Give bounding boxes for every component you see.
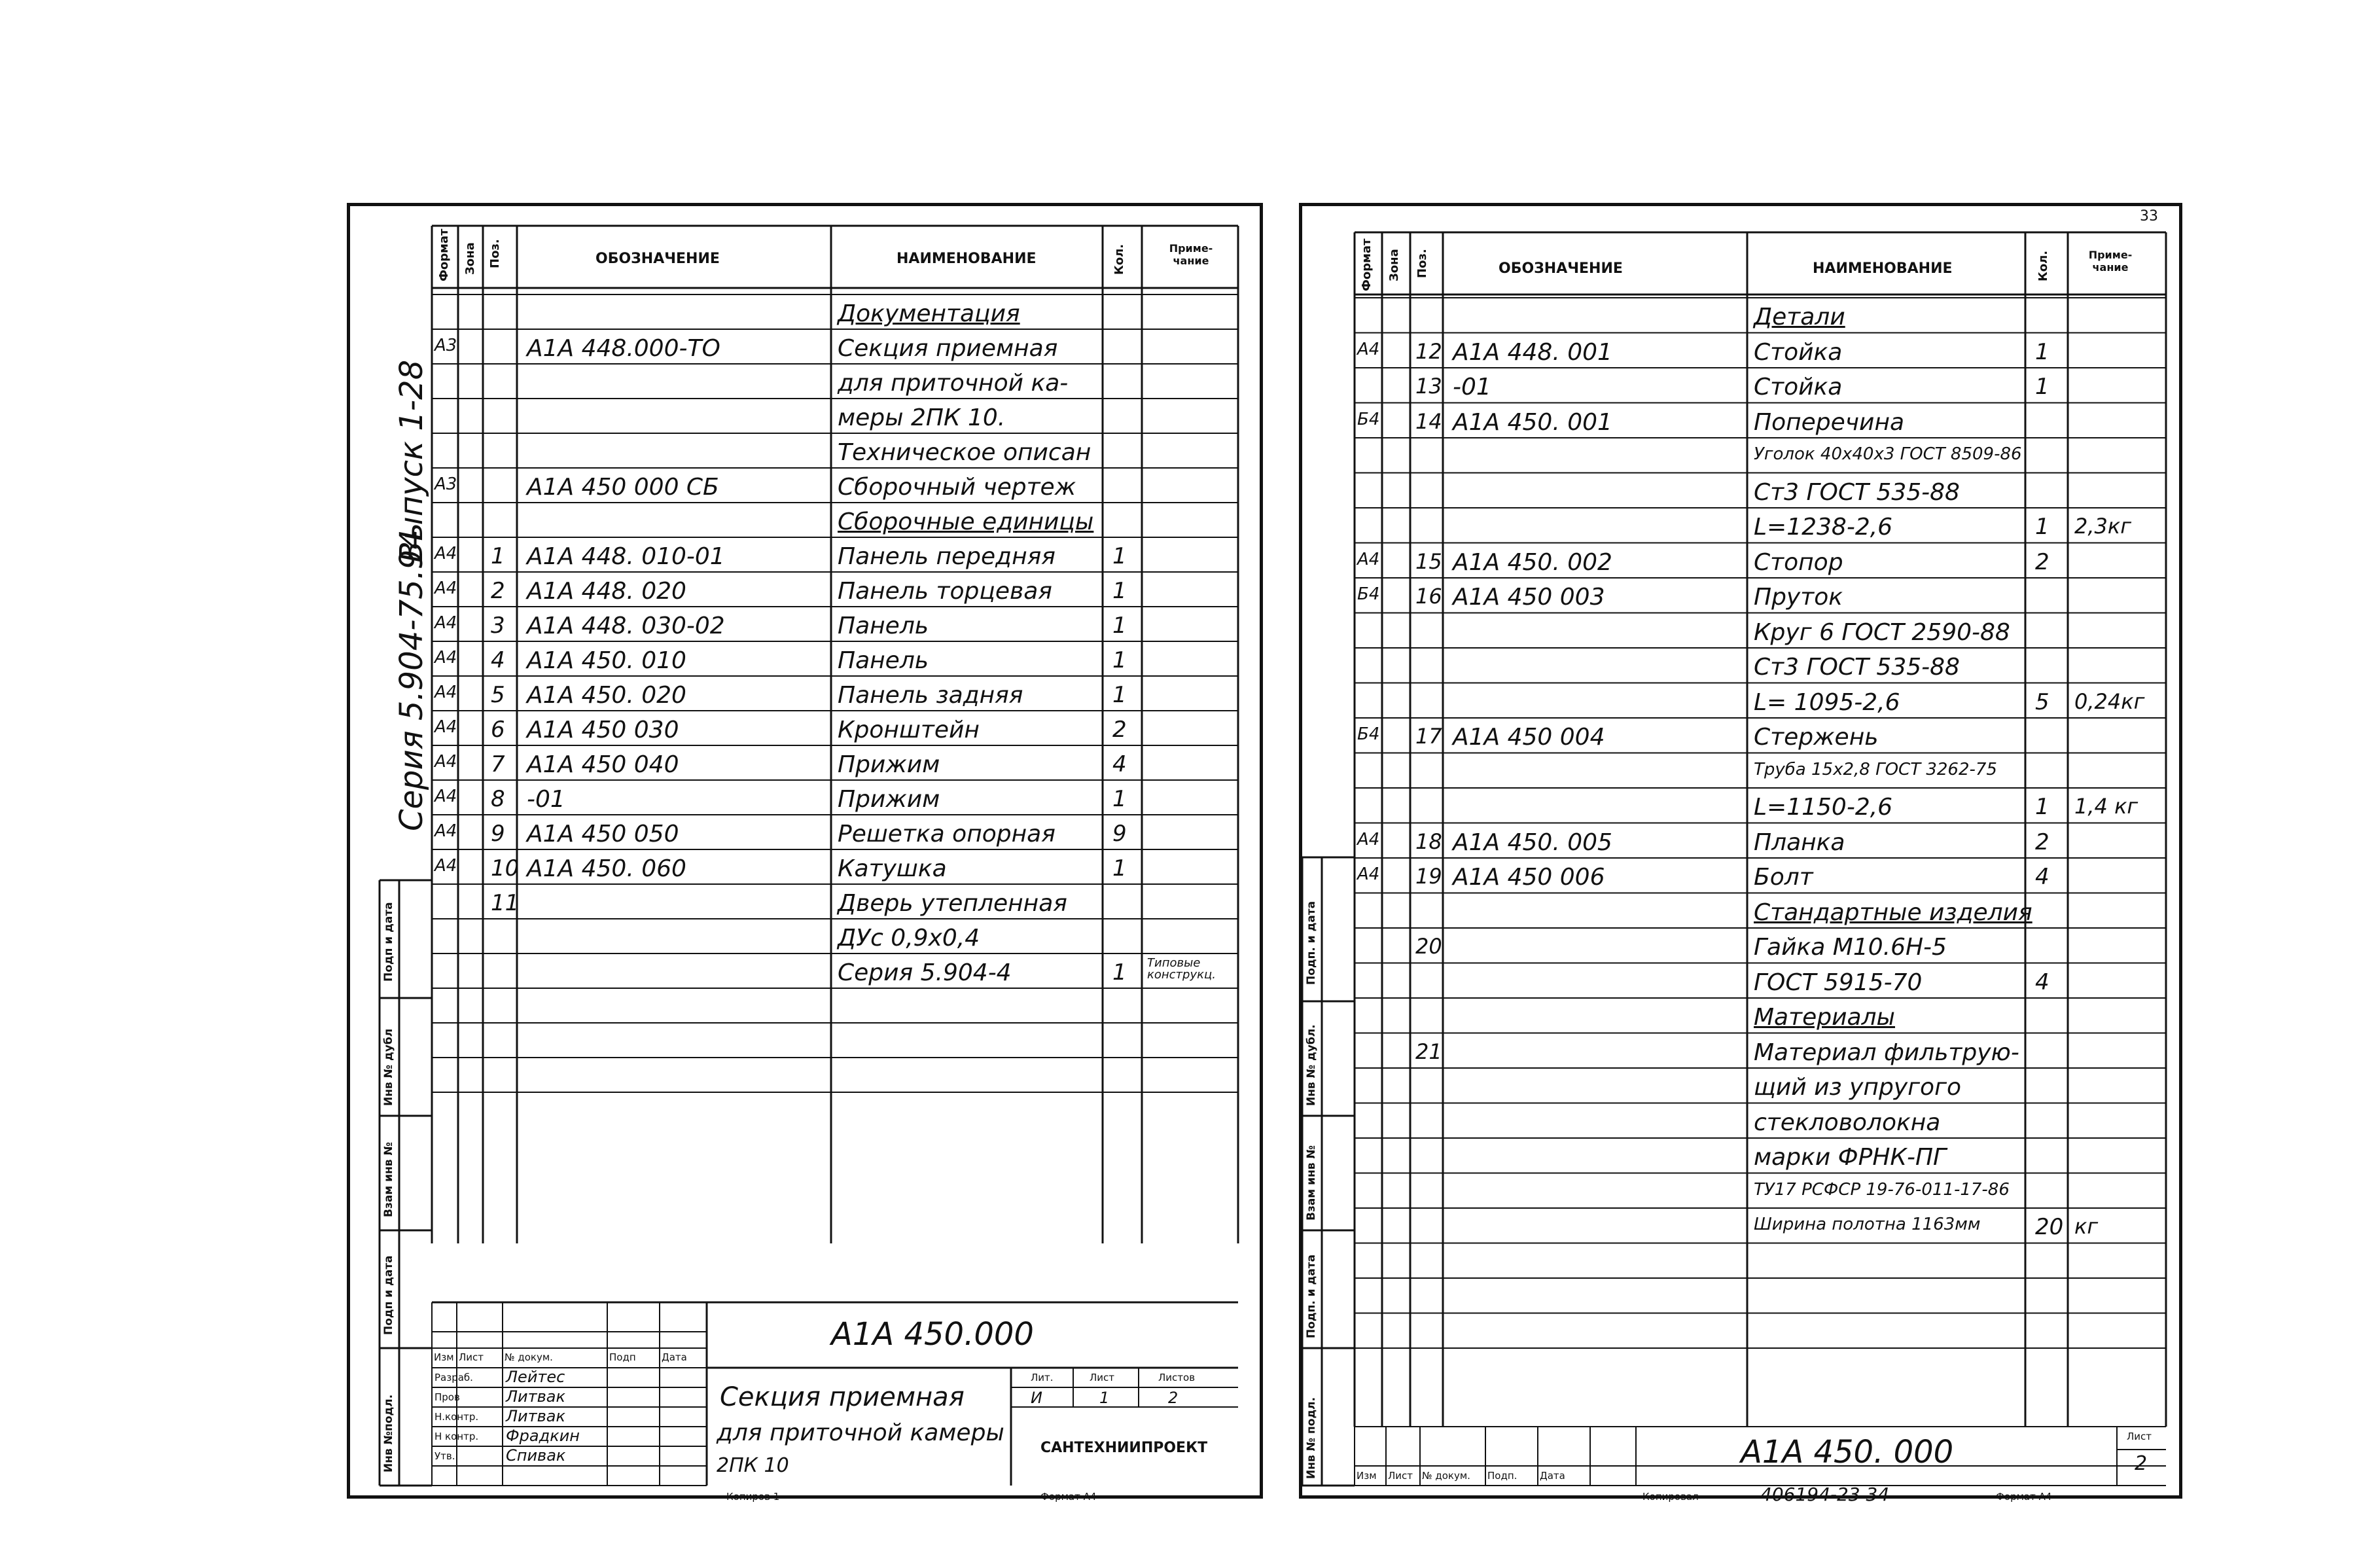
col-name-header: НАИМЕНОВАНИЕ (1813, 260, 1953, 277)
col-designation-header: ОБОЗНАЧЕНИЕ (595, 251, 720, 267)
spec-row-designation: А1А 450. 020 (527, 682, 686, 709)
tb-sheet-label: Лист (2127, 1431, 2152, 1442)
spec-row-designation: А1А 450 040 (527, 751, 679, 778)
spec-row-qty: 1 (1112, 855, 1127, 882)
spec-row-format: A4 (1357, 864, 1380, 884)
spec-row-name: Секция приемная (838, 335, 1058, 362)
spec-row-name: Документация (838, 300, 1020, 327)
tb-col-header: Лист (1388, 1470, 1413, 1482)
spec-row-pos: 6 (491, 717, 505, 743)
tb-col-header: Подп (609, 1351, 636, 1363)
spec-row-designation: А1А 450. 010 (527, 647, 686, 674)
spec-row-name: Стержень (1754, 724, 1879, 751)
spec-row-pos: 21 (1415, 1039, 1442, 1064)
spec-row-qty: 4 (2035, 864, 2050, 890)
doc-designation: А1А 450. 000 (1741, 1434, 1954, 1470)
issue-stamp: Выпуск 1-28 (393, 359, 430, 563)
spec-row-pos: 18 (1415, 829, 1442, 854)
col-qty-header: Кол. (1112, 243, 1126, 275)
spec-row-designation: -01 (1453, 374, 1491, 401)
spec-row-name: марки ФРНК-ПГ (1754, 1144, 1947, 1171)
copied-label: Копировал (1642, 1491, 1699, 1503)
spec-row-name: Труба 15х2,8 ГОСТ 3262-75 (1754, 759, 1997, 779)
spec-row-name: Панель передняя (838, 543, 1056, 570)
spec-row-name: Дверь утепленная (838, 890, 1067, 917)
tb-role: Н.контр. (435, 1411, 479, 1423)
spec-row-name: Гайка М10.6Н-5 (1754, 934, 1947, 961)
tb-col-header: Дата (1540, 1470, 1565, 1482)
spec-row-name: Панель торцевая (838, 578, 1052, 605)
side-label-inv-orig: Инв № подл. (1305, 1397, 1318, 1479)
spec-row-format: Б4 (1357, 584, 1380, 604)
spec-row-note: кг (2074, 1214, 2099, 1239)
spec-row-designation: А1А 448. 030-02 (527, 613, 725, 639)
spec-row-name: ГОСТ 5915-70 (1754, 969, 1923, 996)
spec-row-qty: 1 (2035, 338, 2050, 365)
spec-row-format: A3 (435, 336, 457, 355)
doc-title-line2: для приточной камеры (717, 1419, 1004, 1446)
tb-signer: Литвак (506, 1407, 565, 1425)
spec-row-qty: 1 (1112, 613, 1127, 639)
copied-label: Копиров 1 (726, 1491, 780, 1503)
tb-col-header: Дата (662, 1351, 687, 1363)
spec-row-format: A3 (435, 474, 457, 494)
tb-col-header: Изм (1357, 1470, 1377, 1482)
spec-row-format: A4 (1357, 829, 1380, 849)
spec-row-format: A4 (435, 752, 457, 772)
spec-row-qty: 2 (2035, 829, 2050, 855)
tb-signer: Литвак (506, 1387, 565, 1406)
spec-row-name: Сборочные единицы (838, 508, 1094, 535)
tb-sheet-value: 2 (2135, 1452, 2148, 1475)
spec-row-designation: А1А 448. 001 (1453, 338, 1612, 366)
spec-row-name: Болт (1754, 864, 1813, 891)
spec-row-format: A4 (435, 613, 457, 633)
spec-row-format: A4 (1357, 549, 1380, 569)
tb-signer: Лейтес (506, 1368, 565, 1386)
col-pos-header: Поз. (1415, 249, 1429, 278)
spec-row-name: Катушка (838, 855, 947, 882)
col-note-header: Приме-чание (1169, 242, 1213, 267)
spec-row-designation: А1А 448. 020 (527, 578, 686, 605)
doc-title-line3: 2ПК 10 (717, 1454, 789, 1477)
spec-row-qty: 2 (2035, 548, 2050, 575)
spec-row-name: L=1238-2,6 (1754, 514, 1893, 541)
spec-row-pos: 3 (491, 613, 505, 639)
side-label-sign-date: Подп и дата (382, 902, 395, 982)
spec-row-name: Планка (1754, 829, 1845, 856)
spec-row-name: Стойка (1754, 338, 1843, 366)
col-name-header: НАИМЕНОВАНИЕ (896, 251, 1037, 267)
spec-row-name: Кронштейн (838, 717, 980, 743)
spec-row-name: Уголок 40х40х3 ГОСТ 8509-86 (1754, 444, 2022, 464)
spec-row-qty: 1 (2035, 794, 2050, 820)
spec-row-pos: 20 (1415, 934, 1442, 959)
spec-row-qty: 1 (1112, 543, 1127, 569)
spec-row-name: Сборочный чертеж (838, 474, 1076, 501)
spec-row-pos: 11 (491, 890, 520, 916)
spec-row-name: Прижим (838, 751, 940, 778)
side-label-sign-date-2: Подп. и дата (1305, 1254, 1318, 1338)
series-stamp: Серия 5.904-75.94 (393, 529, 430, 831)
tb-col-header: Подп. (1487, 1470, 1517, 1482)
spec-row-format: Б4 (1357, 409, 1380, 429)
spec-row-pos: 12 (1415, 338, 1442, 364)
tb-signer: Фрадкин (506, 1427, 580, 1445)
spec-row-designation: А1А 448.000-ТО (527, 335, 720, 362)
spec-row-name: ТУ17 РСФСР 19-76-011-17-86 (1754, 1179, 2010, 1200)
spec-row-qty: 5 (2035, 688, 2050, 715)
spec-row-pos: 10 (491, 855, 520, 882)
spec-row-pos: 7 (491, 751, 505, 777)
side-label-sign-date: Подп. и дата (1305, 900, 1318, 985)
spec-row-designation: А1А 450 003 (1453, 584, 1605, 611)
spec-row-qty: 1 (1112, 682, 1127, 708)
tb-col-header: № докум. (505, 1351, 553, 1363)
spec-row-name: Поперечина (1754, 408, 1905, 436)
col-qty-header: Кол. (2036, 250, 2050, 281)
spec-row-qty: 4 (2035, 969, 2050, 995)
spec-row-format: A4 (435, 856, 457, 876)
spec-row-qty: 1 (1112, 959, 1127, 986)
spec-row-name: Пруток (1754, 584, 1843, 611)
spec-row-designation: А1А 450 030 (527, 717, 679, 743)
col-format-header: Формат (437, 228, 451, 281)
spec-row-qty: 9 (1112, 821, 1127, 847)
tb-lit-value: И (1031, 1389, 1042, 1407)
spec-row-format: A4 (435, 717, 457, 737)
spec-row-format: A4 (435, 648, 457, 668)
spec-row-name: Стандартные изделия (1754, 899, 2032, 926)
spec-row-pos: 15 (1415, 548, 1442, 574)
doc-designation: А1А 450.000 (831, 1316, 1034, 1353)
spec-row-qty: 1 (2035, 374, 2050, 400)
doc-number: 406194-23 34 (1760, 1484, 1890, 1505)
spec-row-note: 1,4 кг (2074, 794, 2138, 819)
tb-col-header: Изм (434, 1351, 454, 1363)
tb-sheets-value: 2 (1168, 1389, 1179, 1407)
spec-row-format: A4 (435, 821, 457, 841)
spec-row-pos: 9 (491, 821, 505, 847)
spec-row-note: Типовые конструкц. (1147, 956, 1216, 982)
spec-row-name: стекловолокна (1754, 1109, 1941, 1136)
tb-signer: Спивак (506, 1446, 566, 1465)
side-label-sign-date-2: Подп и дата (382, 1255, 395, 1335)
tb-role: Утв. (435, 1450, 455, 1462)
spec-row-name: L= 1095-2,6 (1754, 688, 1900, 716)
spec-row-name: Панель (838, 647, 929, 674)
tb-sheets-label: Листов (1158, 1372, 1196, 1383)
spec-row-pos: 8 (491, 786, 505, 812)
spec-row-name: Панель (838, 613, 929, 639)
spec-row-designation: А1А 450. 060 (527, 855, 686, 882)
spec-row-qty: 1 (1112, 786, 1127, 812)
col-note-header: Приме-чание (2088, 249, 2133, 274)
side-label-inv-dubl: Инв № дубл. (1305, 1024, 1318, 1106)
spec-row-name: Ст3 ГОСТ 535-88 (1754, 478, 1960, 506)
spec-row-pos: 16 (1415, 584, 1442, 609)
spec-row-designation: А1А 448. 010-01 (527, 543, 725, 570)
col-format-header: Формат (1360, 238, 1374, 291)
col-designation-header: ОБОЗНАЧЕНИЕ (1499, 260, 1623, 277)
spec-row-qty: 1 (1112, 647, 1127, 673)
tb-sheet-label: Лист (1090, 1372, 1115, 1383)
spec-row-pos: 17 (1415, 724, 1442, 749)
side-label-inv-orig: Инв №подл. (382, 1394, 395, 1472)
spec-row-name: Техническое описан (838, 439, 1091, 466)
spec-row-designation: А1А 450 000 СБ (527, 474, 719, 501)
spec-row-name: ДУс 0,9х0,4 (838, 925, 980, 952)
col-zone-header: Зона (463, 242, 477, 275)
tb-lit-label: Лит. (1031, 1372, 1054, 1383)
spec-row-name: для приточной ка- (838, 370, 1069, 397)
spec-row-pos: 2 (491, 578, 505, 604)
spec-row-designation: А1А 450. 001 (1453, 408, 1612, 436)
spec-row-note: 2,3кг (2074, 514, 2132, 539)
spec-row-name: Детали (1754, 304, 1845, 330)
spec-row-name: Решетка опорная (838, 821, 1056, 847)
spec-row-qty: 4 (1112, 751, 1127, 777)
spec-row-qty: 20 (2035, 1214, 2064, 1240)
spec-row-name: Серия 5.904-4 (838, 959, 1012, 986)
spec-row-designation: -01 (527, 786, 565, 813)
tb-role: Пров (435, 1391, 460, 1403)
spec-row-qty: 1 (1112, 578, 1127, 604)
side-label-vzam: Взам инв № (382, 1142, 395, 1217)
spec-row-pos: 19 (1415, 864, 1442, 889)
spec-row-designation: А1А 450 006 (1453, 864, 1605, 891)
tb-role: Разраб. (435, 1372, 473, 1383)
spec-row-note: 0,24кг (2074, 688, 2145, 714)
spec-row-qty: 2 (1112, 717, 1127, 743)
format-label: Формат А4 (1996, 1491, 2052, 1503)
spec-row-name: L=1150-2,6 (1754, 794, 1893, 821)
spec-row-name: Материал фильтрую- (1754, 1039, 2019, 1066)
col-pos-header: Поз. (488, 239, 502, 268)
col-zone-header: Зона (1387, 249, 1401, 281)
spec-row-name: Круг 6 ГОСТ 2590-88 (1754, 618, 2010, 646)
spec-row-format: A4 (435, 544, 457, 563)
side-label-vzam: Взам инв № (1305, 1145, 1318, 1221)
tb-col-header: № докум. (1422, 1470, 1470, 1482)
tb-sheet-value: 1 (1099, 1389, 1110, 1407)
spec-row-format: A4 (435, 683, 457, 702)
doc-title-line1: Секция приемная (720, 1382, 965, 1412)
spec-row-format: A4 (1357, 339, 1380, 359)
spec-row-designation: А1А 450. 005 (1453, 829, 1612, 856)
spec-row-name: меры 2ПК 10. (838, 404, 1006, 431)
spec-row-pos: 5 (491, 682, 505, 708)
spec-row-name: щий из упругого (1754, 1074, 1962, 1101)
spec-row-name: Прижим (838, 786, 940, 813)
org-name: САНТЕХНИИПРОЕКТ (1040, 1440, 1208, 1456)
spec-row-designation: А1А 450 050 (527, 821, 679, 847)
spec-row-name: Стопор (1754, 548, 1843, 576)
spec-row-format: A4 (435, 787, 457, 806)
spec-row-name: Ширина полотна 1163мм (1754, 1215, 1981, 1234)
spec-row-designation: А1А 450 004 (1453, 724, 1605, 751)
spec-row-pos: 13 (1415, 374, 1442, 399)
tb-role: Н контр. (435, 1431, 479, 1442)
side-label-inv-dubl: Инв № дубл (382, 1028, 395, 1106)
spec-row-format: A4 (435, 579, 457, 598)
format-label: Формат А4 (1040, 1491, 1097, 1503)
spec-row-name: Стойка (1754, 374, 1843, 401)
spec-row-name: Материалы (1754, 1004, 1895, 1031)
spec-row-designation: А1А 450. 002 (1453, 548, 1612, 576)
spec-row-pos: 14 (1415, 408, 1442, 434)
tb-col-header: Лист (459, 1351, 484, 1363)
page-corner-number: 33 (2140, 208, 2158, 224)
spec-row-name: Ст3 ГОСТ 535-88 (1754, 654, 1960, 681)
spec-row-qty: 1 (2035, 514, 2050, 540)
spec-row-pos: 1 (491, 543, 505, 569)
spec-row-name: Панель задняя (838, 682, 1023, 709)
spec-row-format: Б4 (1357, 724, 1380, 744)
spec-row-pos: 4 (491, 647, 505, 673)
